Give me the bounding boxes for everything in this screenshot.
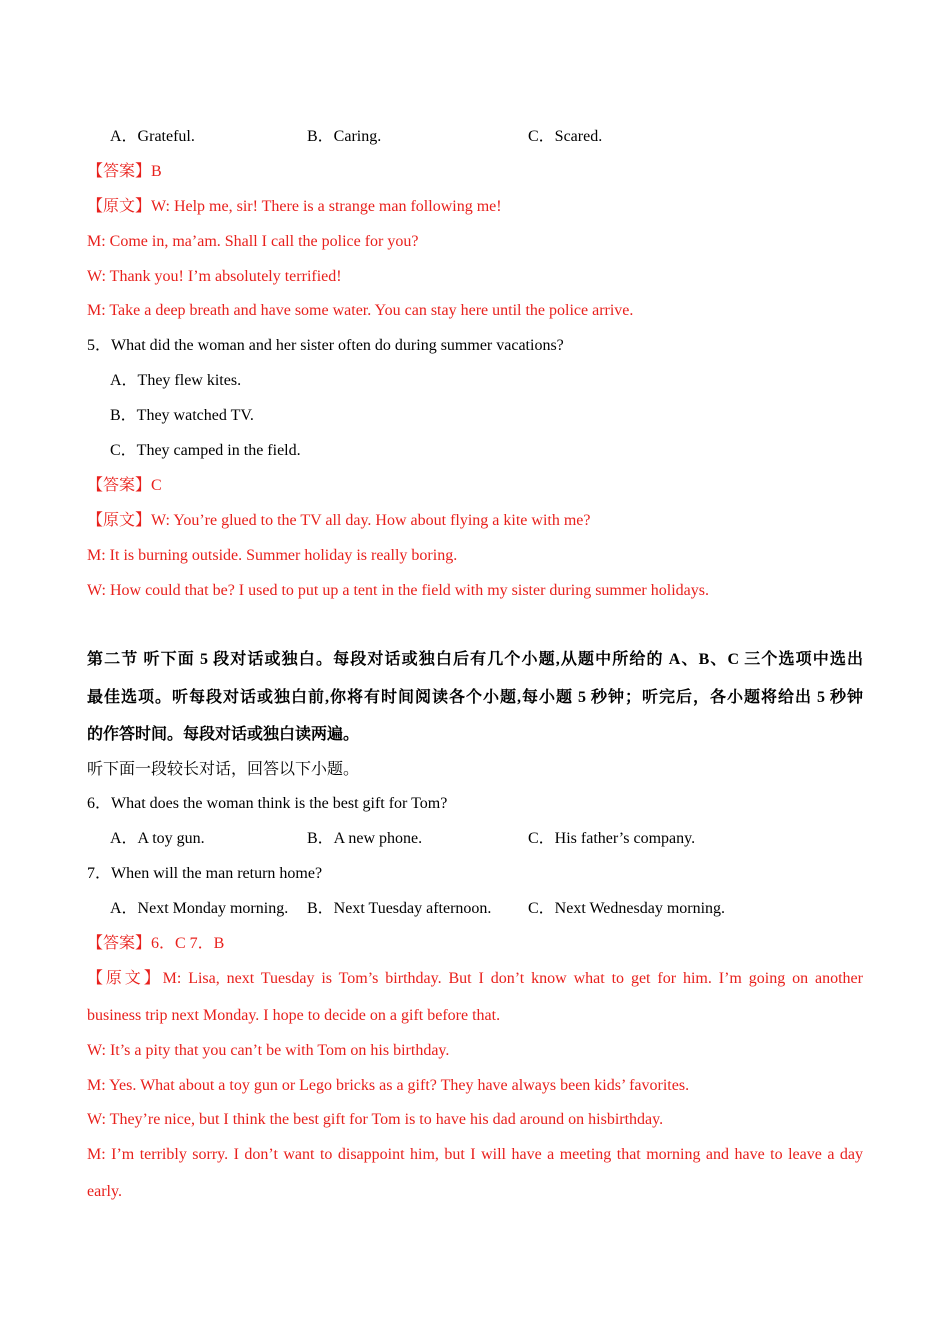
q4-transcript-line: W: Thank you! I’m absolutely terrified!	[87, 268, 342, 285]
section2-heading-line: 最佳选项。听每段对话或独白前,你将有时间阅读各个小题,每小题 5 秒钟；听完后，各小题将给出 5 秒钟	[87, 689, 863, 706]
q4-answer: 【答案】B	[87, 163, 162, 180]
q5-answer: 【答案】C	[87, 477, 162, 494]
q67-transcript-first-line-cont: business trip next Monday. I hope to decide on a gift before that.	[87, 1007, 501, 1024]
q5-transcript-line: 【原文】W: You’re glued to the TV all day. How about flying a kite with me?	[87, 512, 591, 529]
q4-transcript-line: 【原文】W: Help me, sir! There is a strange man following me!	[87, 198, 502, 215]
q7-option-a: A．Next Monday morning.	[110, 900, 289, 917]
q6-option-a: A．A toy gun.	[110, 830, 205, 847]
q4-transcript-line: M: Come in, ma’am. Shall I call the police for you?	[87, 233, 419, 250]
section2-heading-line: 第二节 听下面 5 段对话或独白。每段对话或独白后有几个小题,从题中所给的 A、B、C 三个选项中选出	[87, 651, 863, 668]
q67-transcript-line: W: They’re nice, but I think the best gift for Tom is to have his dad around on hisbirthday.	[87, 1111, 664, 1128]
q6-option-c: C．His father’s company.	[528, 830, 696, 847]
q5-transcript-line: M: It is burning outside. Summer holiday is really boring.	[87, 547, 458, 564]
q7-option-c: C．Next Wednesday morning.	[528, 900, 726, 917]
q67-transcript-last-line: M: I’m terribly sorry. I don’t want to disappoint him, but I will have a meeting that morning and have to leave a day	[87, 1146, 863, 1163]
q6-question: 6．What does the woman think is the best gift for Tom?	[87, 795, 448, 812]
q4-option-b: B．Caring.	[307, 128, 382, 145]
q4-option-c: C．Scared.	[528, 128, 603, 145]
q5-transcript-line: W: How could that be? I used to put up a tent in the field with my sister during summer holidays.	[87, 582, 709, 599]
section2-heading-line: 的作答时间。每段对话或独白读两遍。	[87, 726, 360, 743]
q6-option-b: B．A new phone.	[307, 830, 423, 847]
q67-transcript-line: M: Yes. What about a toy gun or Lego bricks as a gift? They have always been kids’ favorites.	[87, 1077, 690, 1094]
q5-option-b: B．They watched TV.	[110, 407, 254, 424]
q4-option-a: A．Grateful.	[110, 128, 195, 145]
q7-option-b: B．Next Tuesday afternoon.	[307, 900, 492, 917]
q67-transcript-line: W: It’s a pity that you can’t be with Tom on his birthday.	[87, 1042, 450, 1059]
q7-question: 7．When will the man return home?	[87, 865, 323, 882]
q5-option-a: A．They flew kites.	[110, 372, 242, 389]
q67-transcript-first-line: 【原文】M: Lisa, next Tuesday is Tom’s birthday. But I don’t know what to get for him. I’m going on another	[87, 970, 863, 987]
q67-transcript-last-line-cont: early.	[87, 1183, 122, 1200]
q5-option-c: C．They camped in the field.	[110, 442, 301, 459]
section2-intro: 听下面一段较长对话，回答以下小题。	[87, 761, 360, 778]
q4-transcript-line: M: Take a deep breath and have some water. You can stay here until the police arrive.	[87, 302, 634, 319]
q5-question: 5．What did the woman and her sister often do during summer vacations?	[87, 337, 564, 354]
q67-answer: 【答案】6．C 7．B	[87, 935, 225, 952]
